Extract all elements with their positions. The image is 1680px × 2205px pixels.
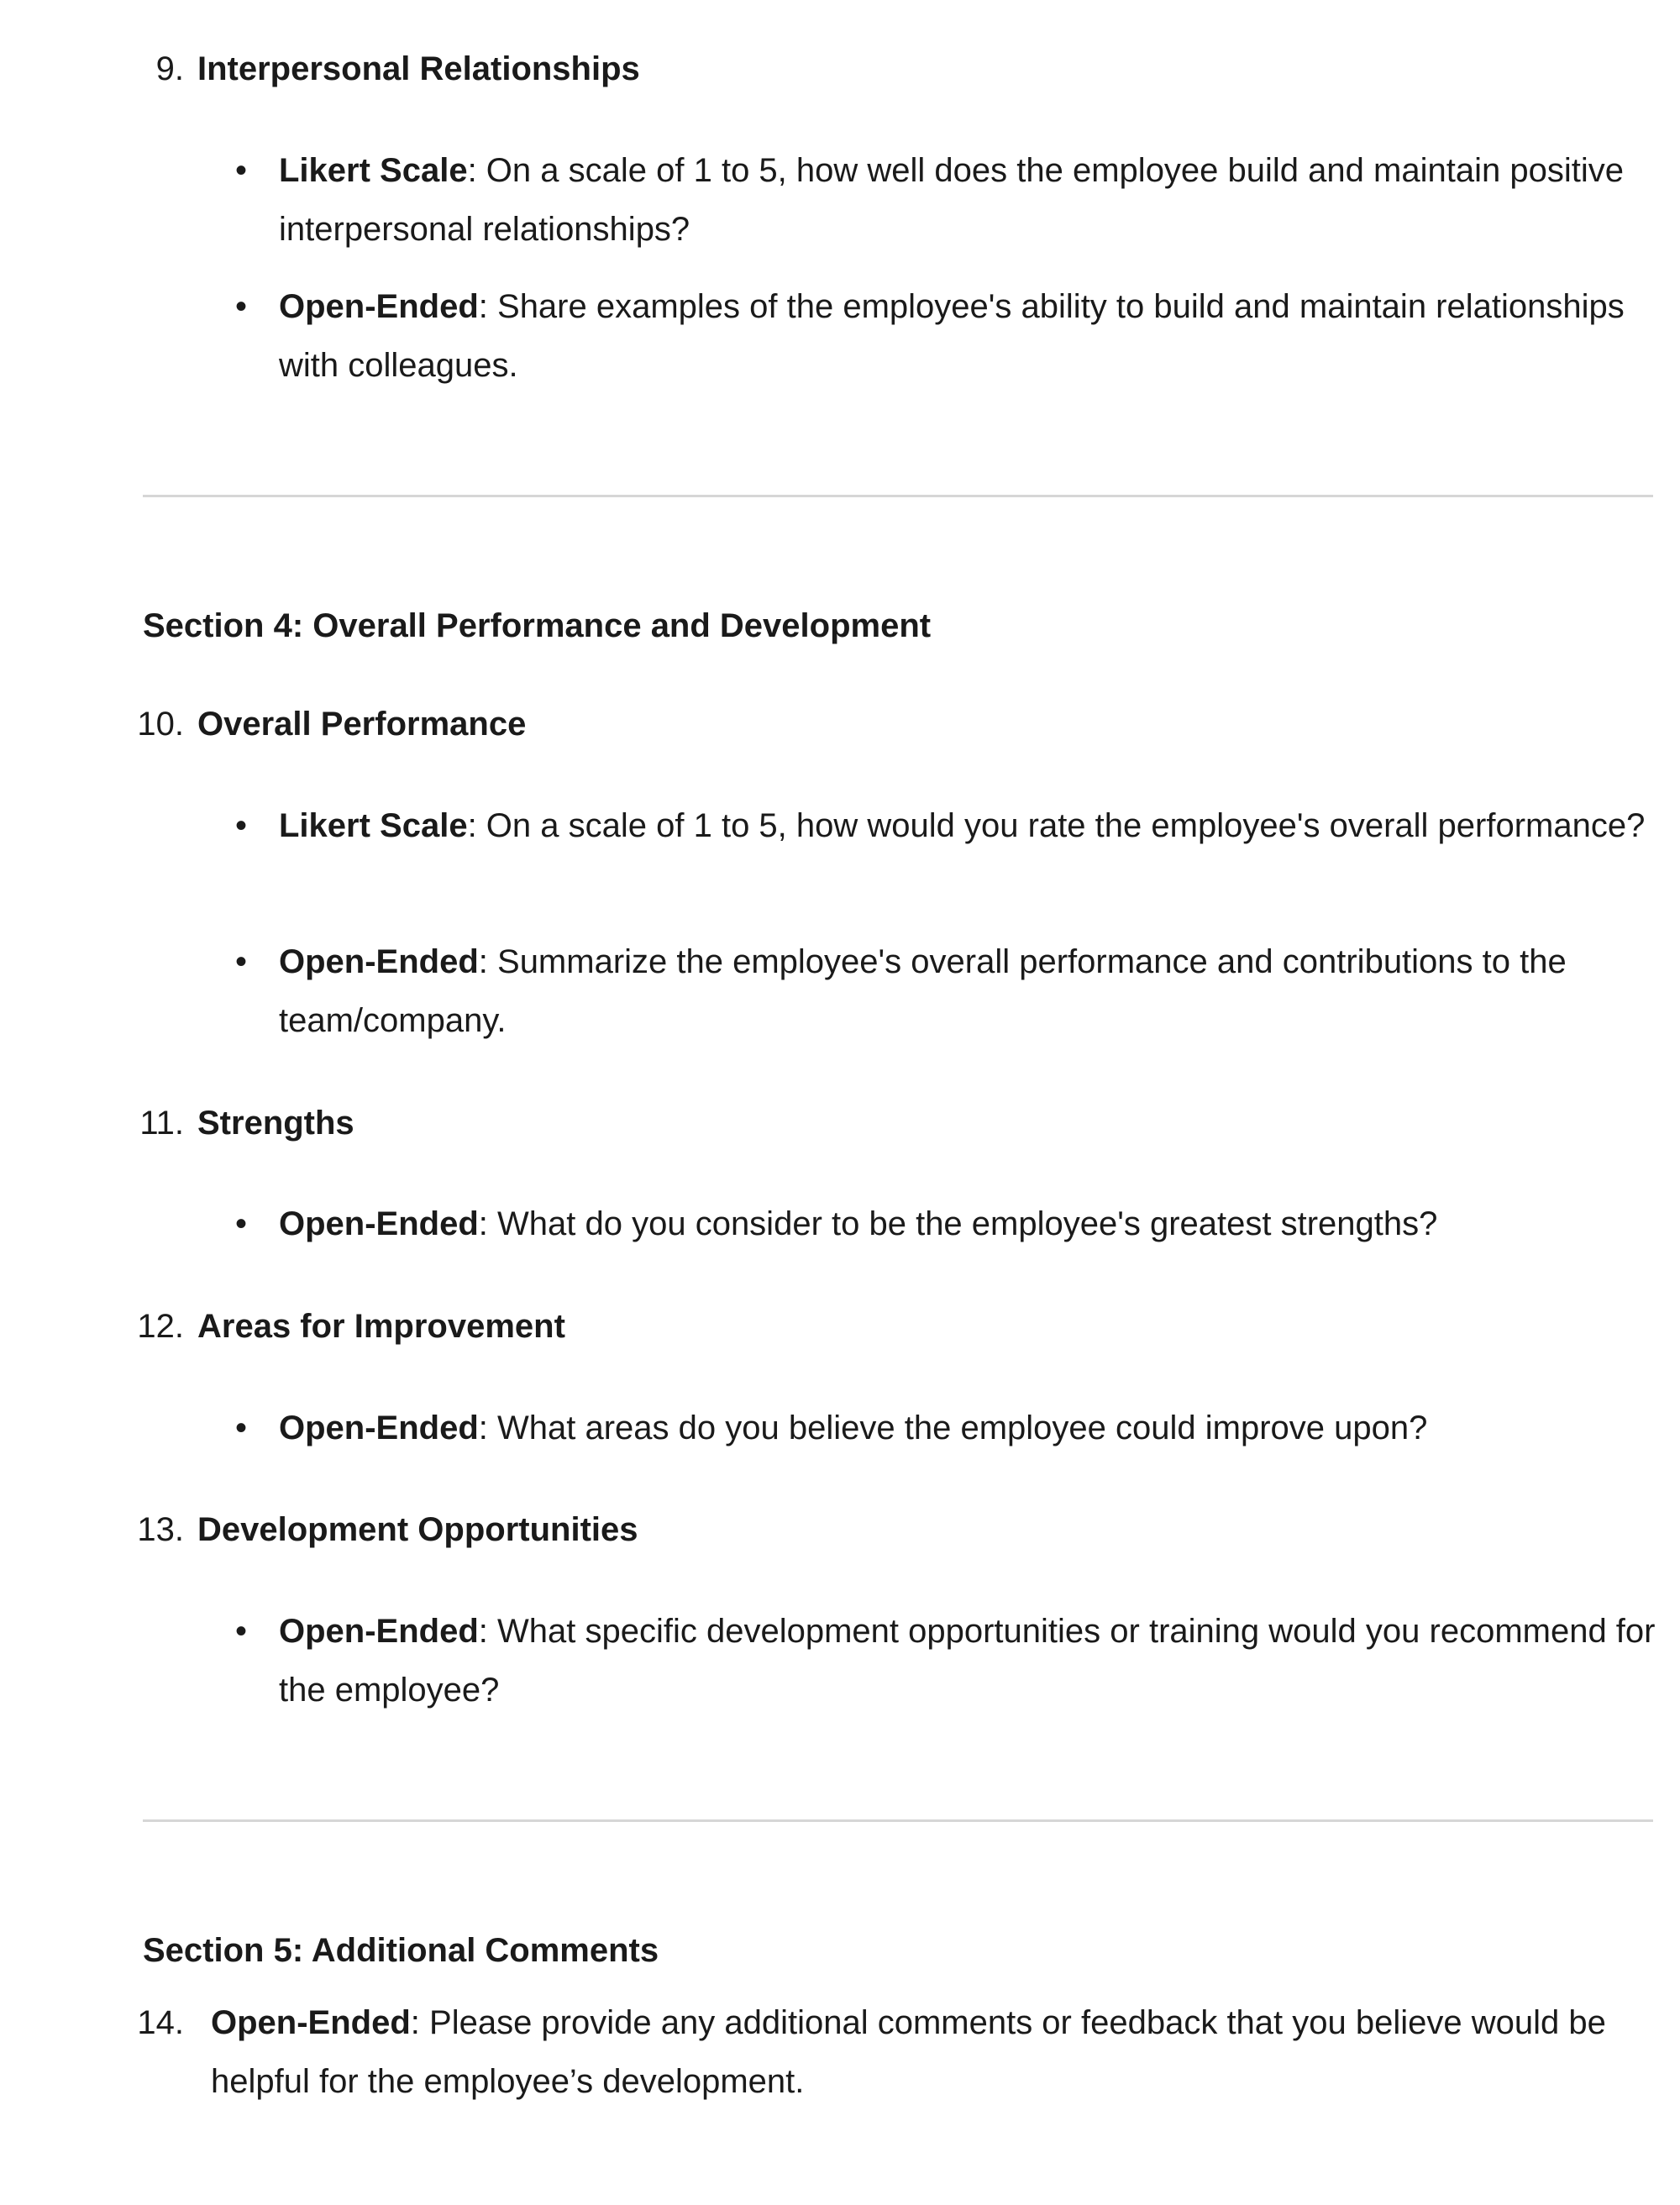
list-number: 12. — [137, 1308, 184, 1345]
bullet-label: Open-Ended — [279, 943, 479, 980]
bullet-label: Open-Ended — [279, 1613, 479, 1650]
item-title-text: Strengths — [197, 1105, 354, 1142]
list-item-title — [0, 1509, 638, 1550]
bullet-label: Open-Ended — [279, 1205, 479, 1242]
item-title-text: Interpersonal Relationships — [197, 50, 640, 87]
list-item-title — [0, 1103, 354, 1143]
bullet-icon: • — [235, 1613, 248, 1650]
list-item-title — [0, 1306, 565, 1347]
bullet-label: Likert Scale — [279, 152, 468, 189]
list-number: 14. — [137, 2004, 184, 2041]
bullet-icon: • — [235, 943, 248, 980]
bullet-label: Open-Ended — [279, 288, 479, 325]
item-title-text: Areas for Improvement — [197, 1308, 565, 1345]
section-heading: Section 4: Overall Performance and Development — [143, 607, 932, 644]
bullet-body: : What do you consider to be the employee's greatest strengths? — [478, 1205, 1438, 1242]
bullet-icon: • — [235, 1205, 248, 1242]
item-label: Open-Ended — [211, 2004, 411, 2041]
bullet-label: Open-Ended — [279, 1410, 479, 1446]
list-number: 9. — [155, 50, 184, 87]
section-heading: Section 5: Additional Comments — [143, 1932, 659, 1969]
item-body: : Please provide any additional comments or feedback that you believe would be helpful for the employee’s development. — [211, 2004, 1606, 2100]
bullet-body: : Summarize the employee's overall performance and contributions to the team/company. — [279, 943, 1567, 1039]
item-title-text: Overall Performance — [197, 706, 527, 743]
bullet-icon: • — [235, 1410, 248, 1446]
item-title-text: Development Opportunities — [197, 1511, 638, 1548]
section-divider — [143, 495, 1653, 497]
list-number: 13. — [137, 1511, 184, 1548]
bullet-body: : On a scale of 1 to 5, how well does the employee build and maintain positive interpersonal relationships? — [279, 152, 1624, 248]
bullet-body: : What areas do you believe the employee could improve upon? — [478, 1410, 1428, 1446]
list-number: 10. — [137, 706, 184, 743]
section-divider — [143, 1819, 1653, 1822]
bullet-body: : Share examples of the employee's ability to build and maintain relationships with colleagues. — [279, 288, 1625, 384]
list-number: 11. — [139, 1105, 184, 1142]
bullet-icon: • — [235, 288, 248, 325]
bullet-body: : What specific development opportunities or training would you recommend for the employee? — [279, 1613, 1656, 1709]
list-item-title — [0, 49, 640, 89]
list-item-title — [0, 704, 526, 744]
bullet-body: : On a scale of 1 to 5, how would you rate the employee's overall performance? — [467, 807, 1646, 844]
bullet-icon: • — [235, 807, 248, 844]
bullet-icon: • — [235, 152, 248, 189]
bullet-label: Likert Scale — [279, 807, 468, 844]
